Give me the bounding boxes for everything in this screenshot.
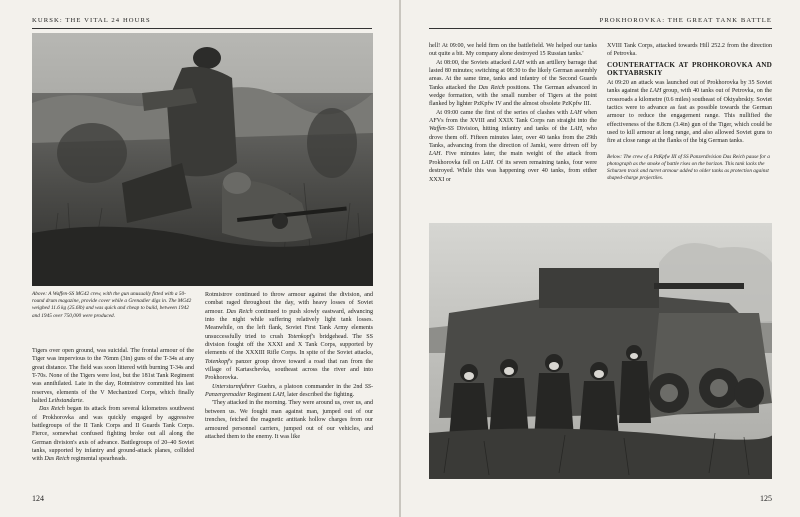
right-page-number: 125 <box>760 494 772 503</box>
left-col2-paragraph-3: 'They attacked in the morning. They were around us, over us, and between us. We fought man against man, jumped out of our trenches, fetched the magnetic antitank hollow charges from our armoured personnel carriers, jumped out of our vehicles, and attached them to the enemy. It was like <box>205 400 373 440</box>
right-column-2 <box>607 42 772 182</box>
left-page-number: 124 <box>32 494 44 503</box>
right-col1-paragraph-1: hell! At 09:00, we held firm on the battlefield. We helped our tanks out quite a bit. My company alone destroyed 15 Russian tanks.' <box>429 43 597 58</box>
left-running-head: KURSK: THE VITAL 24 HOURS <box>32 17 151 24</box>
left-page <box>0 0 399 517</box>
right-running-head: PROKHOROVKA: THE GREAT TANK BATTLE <box>599 17 772 24</box>
right-page <box>401 0 800 517</box>
right-col1-paragraph-3: At 09:00 came the first of the series of clashes with LAH when AFVs from the XVIII and XXIX Tank Corps ran straight into the Waffen-SS Division, hitting infantry and tanks of the LAH, who drove them off. Fifteen minutes later, over 40 tanks from the 29th Tanks, advancing from the direction of Jamki, were driven off by LAH. Five minutes later, the main weight of the attack from Prokhorovka fell on LAH. Of its seven remaining tanks, four were destroyed. While this was happening over 40 tanks, from either XXXI or <box>429 109 597 183</box>
right-col2-paragraph-2: At 09:20 an attack was launched out of Prokhorovka by 35 Soviet tanks against the LAH group, with 40 tanks out of Petrovka, on the crossroads a kilometre (0.6 miles) southeast of Oktyabrskiy. Soviet tactics were to advance as fast as possible towards the German armour to reduce the engagement range. This nullified the effectiveness of the 8.8cm (3.4in) gun of the Tiger, which could be used to kill armour at long range, and also allowed Soviet guns to fire at close range at the flanks of the big German tanks. <box>607 79 773 145</box>
left-header-rule <box>32 28 372 29</box>
right-column-1 <box>429 42 597 184</box>
right-col1-paragraph-2: At 08:00, the Soviets attacked LAH with an artillery barrage that lasted 80 minutes; switching at 08:30 to the likely German assembly areas. At the same time, tanks and infantry of the Second Guards Tanks attacked the Das Reich positions. The German advanced in wedge formation, with the small number of Tigers at the point flanked by lighter PzKpfw IV and the almost obsolete PzKpfw III. <box>429 59 598 108</box>
left-col1-paragraph-2: Das Reich began its attack from several kilometres southwest of Prokhorovka and was quickly engaged by aggressive battlegroups of the II Tank Corps and II Guards Tank Corps. Fierce, somewhat confused fighting broke out all along the German division's axis of advance. Battlegroups of 20–40 Soviet tanks, supported by infantry and ground-attack planes, collided with Das Reich regimental spearheads. <box>32 406 195 463</box>
left-photo-caption: Above: A Waffen-SS MG42 crew, with the gun unusually fitted with a 50-round drum magazine, provide cover while a Grenadier digs in. The MG42 weighed 11.6 kg (25.6lb) and was quick and cheap to build, between 1942 and 1945 over 750,000 were produced. <box>32 291 192 319</box>
left-column-1 <box>32 347 194 464</box>
right-col2-paragraph-1: XVIII Tank Corps, attacked towards Hill 252.2 from the direction of Petrovka. <box>607 43 772 58</box>
pzkpfw-iii-crew-photo <box>429 223 772 479</box>
right-header-rule <box>429 28 772 29</box>
left-col2-paragraph-2: Untersturmfuhrer Guehrs, a platoon commander in the 2nd SS-Panzergrenadier Regiment LAH, later described the fighting. <box>205 383 373 399</box>
left-col2-paragraph-1: Rotmistrov continued to throw armour against the division, and combat raged throughout the day, with heavy losses of Soviet armour. Das Reich continued to push slowly eastward, advancing into the night while suffering relatively light tank losses. Meanwhile, on the left flank, Soviet First Tank Army elements unsuccessfully tried to crush Totenkopf's bridgehead. The SS division fought off the XXXI and X Tank Corps, supported by elements of the XXXIII Rifle Corps. In spite of the Soviet attacks, Totenkopf's panzer group drove toward a road that ran from the village of Kartaschevka, southeast across the river and into Prokhorovka. <box>205 292 374 382</box>
right-photo-caption: Below: The crew of a PzKpfw III of SS Panzerdivision Das Reich pause for a photograph as the smoke of battle rises on the horizon. This tank lacks the Schurzen track and turret armour added to older tanks as protection against shaped-charge projectiles. <box>607 153 770 182</box>
left-col1-paragraph-1: Tigers over open ground, was suicidal. The frontal armour of the Tiger was impervious to the 76mm (3in) guns of the T-34s at any great distance. The field was soon littered with burning T-34s and T-70s. None of the Tigers were lost, but the 181st Tank Regiment was annihilated. Late in the day, Rotmistrov committed his last reserves, elements of the V Mechanized Corps, which finally halted Leibstandarte. <box>32 348 194 405</box>
counterattack-subheading: COUNTERATTACK AT PROHKOROVKA AND OKTYABRSKIY <box>607 60 772 78</box>
left-column-2 <box>205 291 373 441</box>
mg42-crew-photo <box>32 33 373 286</box>
